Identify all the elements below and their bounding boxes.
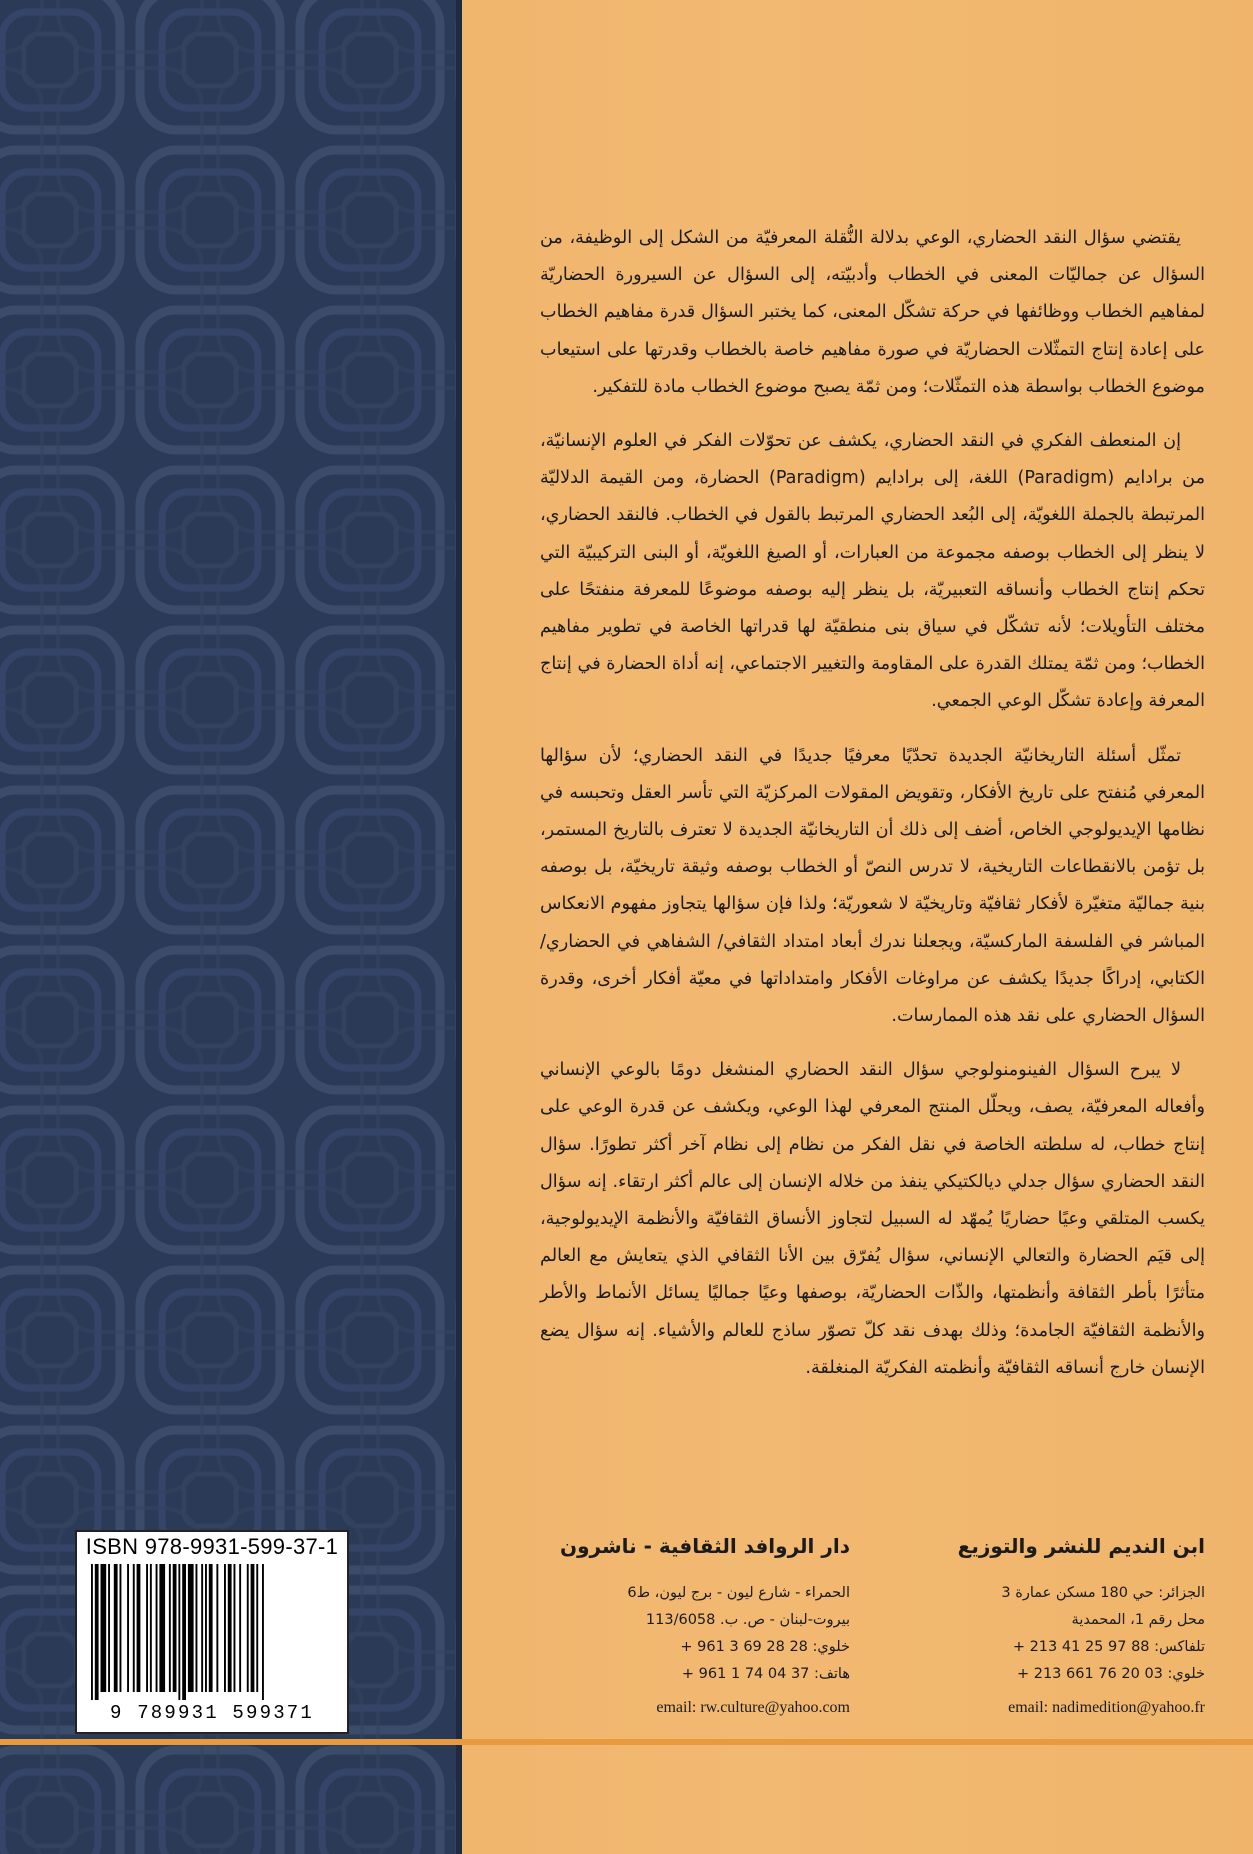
publisher-name: ابن النديم للنشر والتوزيع: [957, 1534, 1205, 1558]
publisher-address: الجزائر: حي 180 مسكن عمارة 3: [1001, 1585, 1205, 1601]
barcode-bar: [114, 1564, 118, 1692]
barcode-bar: [108, 1564, 110, 1692]
barcode-bar: [146, 1564, 148, 1692]
publisher-fax: تلفاكس: 88 97 25 41 213 +: [1012, 1639, 1205, 1655]
synopsis-paragraph: إن المنعطف الفكري في النقد الحضاري، يكشف عن تحوّلات الفكر في العلوم الإنسانيّة، من برادايم (Paradigm) اللغة، إلى برادايم (Paradigm) الحضارة، ومن القيمة الدلاليّة المرتبطة بالجملة اللغويّة، إلى البُعد الحضاري المرتبط بالقول في الخطاب. فالنقد الحضاري، لا ينظر إلى الخطاب بوصفه مجموعة من العبارات، أو الصيغ اللغويّة، أو البنى التركيبيّة التي تحكم إنتاج الخطاب وأنساقه التعبيريّة، بل ينظر إليه بوصفه موضوعًا للمعرفة منفتحًا على مختلف التأويلات؛ لأنه تشكّل في سياق بنى منطقيّة لها قدراتها الخاصة في تطوير مفاهيم الخطاب؛ ومن ثمّة يمتلك القدرة على المقاومة والتغيير الاجتماعي، إنه أداة الحضارة في إنتاج المعرفة وإعادة تشكّل الوعي الجمعي.: [540, 431, 1205, 712]
barcode-bar: [101, 1564, 107, 1692]
synopsis-text: [540, 220, 1205, 1404]
barcode-bar: [205, 1564, 207, 1692]
synopsis-paragraph: لا يبرح السؤال الفينومنولوجي سؤال النقد الحضاري المنشغل دومًا بالوعي الإنساني وأفعاله المعرفيّة، يصف، ويحلّل المنتج المعرفي لهذا الوعي، ويكشف عن قدرة الوعي على إنتاج خطاب، له سلطته الخاصة في نقل الفكر من نظام إلى نظام آخر أكثر تطورًا. سؤال النقد الحضاري سؤال جدلي ديالكتيكي ينفذ من خلاله الإنسان إلى عالم أكثر ارتقاء. إنه سؤال يكسب المتلقي وعيًا حضاريًا يُمهّد له السبيل لتجاوز الأنساق الثقافيّة والأنظمة الإيديولوجية، إلى قيَم الحضارة والتعالي الإنساني، سؤال يُفرّق بين الأنا الثقافي الذي يتعايش مع العالم متأثرًا بأطر الثقافة وأنظمتها، والذّات الحضاريّة، بوصفها وعيًا جماليًا يسائل الأنماط والأطر والأنظمة الثقافيّة الجامدة؛ وذلك بهدف نقد كلّ تصوّر ساذج للعالم والأشياء. إنه سؤال يضع الإنسان خارج أنساقه الثقافيّة وأنظمته الفكريّة المنغلقة.: [540, 1060, 1205, 1378]
barcode-bar: [216, 1564, 218, 1692]
publisher-address: الحمراء - شارع ليون - برج ليون، ط6: [627, 1585, 850, 1601]
barcode-bar: [150, 1564, 152, 1692]
barcode-bar: [256, 1564, 258, 1692]
barcode-bars: [91, 1564, 333, 1700]
publishers-section: [540, 1534, 1205, 1744]
publisher-mobile: خلوي: 03 20 76 661 213 +: [1016, 1666, 1205, 1682]
barcode-bar: [137, 1564, 141, 1692]
barcode-bar: [182, 1564, 186, 1700]
barcode-bar: [173, 1564, 177, 1692]
publisher-email[interactable]: email: rw.culture@yahoo.com: [656, 1699, 850, 1716]
barcode-bar: [95, 1564, 99, 1700]
barcode-bar: [127, 1564, 129, 1692]
orange-stripe: [0, 1739, 1253, 1745]
publisher-name: دار الروافد الثقافية - ناشرون: [560, 1534, 850, 1558]
barcode-bar: [169, 1564, 171, 1692]
barcode-bar: [120, 1564, 122, 1692]
barcode-bar: [224, 1564, 226, 1692]
barcode-bar: [159, 1564, 165, 1692]
band-edge: [456, 0, 462, 1854]
barcode-bar: [262, 1564, 264, 1700]
barcode-bar: [196, 1564, 198, 1692]
publisher-mobile: خلوي: 28 28 69 3 961 +: [680, 1639, 850, 1655]
barcode-bar: [209, 1564, 213, 1692]
barcode-bar: [247, 1564, 249, 1692]
publisher-nadim: [875, 1534, 1205, 1721]
barcode-bar: [239, 1564, 241, 1692]
barcode-bar: [201, 1564, 203, 1692]
publisher-email[interactable]: email: nadimedition@yahoo.fr: [1008, 1699, 1205, 1716]
isbn-label: ISBN 978-9931-599-37-1: [85, 1534, 339, 1559]
barcode-bar: [178, 1564, 180, 1700]
synopsis-paragraph: يقتضي سؤال النقد الحضاري، الوعي بدلالة النُّقلة المعرفيّة من الشكل إلى الوظيفة، من السؤال عن جماليّات المعنى في الخطاب وأدبيّته، إلى السؤال عن السيرورة الحضاريّة لمفاهيم الخطاب ووظائفها في حركة تشكّل المعنى، كما يختبر السؤال قدرة مفاهيم الخطاب على إعادة إنتاج التمثّلات الحضاريّة في صورة مفاهيم خاصة بالخطاب وقدرتها على استيعاب موضوع الخطاب بواسطة هذه التمثّلات؛ ومن ثمّة يصبح موضوع الخطاب مادة للتفكير.: [540, 228, 1205, 397]
publisher-address: محل رقم 1، المحمدية: [1071, 1612, 1205, 1628]
barcode-bar: [234, 1564, 236, 1692]
publisher-address: بيروت-لبنان - ص. ب. 113/6058: [645, 1612, 850, 1628]
barcode-bar: [91, 1564, 93, 1700]
isbn-barcode: [75, 1530, 349, 1734]
barcode-digits: 9 789931 599371: [109, 1702, 315, 1724]
synopsis-paragraph: تمثّل أسئلة التاريخانيّة الجديدة تحدّيًا معرفيًا جديدًا في النقد الحضاري؛ لأن سؤالها المعرفي مُنفتح على تاريخ الأفكار، وتقويض المقولات المركزيّة التي تأسر العقل وتحبسه في نظامها الإيديولوجي الخاص، أضف إلى ذلك أن التاريخانيّة الجديدة لا تعترف بالتاريخ المستمر، بل تؤمن بالانقطاعات التاريخية، لا تدرس النصّ أو الخطاب بوصفه وثيقة تاريخيّة، بل بوصفه بنية جماليّة متغيّرة لأفكار ثقافيّة وتاريخيّة لا شعوريّة؛ ولذا فإن سؤالها يتجاوز مفهوم الانعكاس المباشر في الفلسفة الماركسيّة، ويجعلنا ندرك أبعاد امتداد الثقافي/ الشفاهي في الحضاري/ الكتابي، إدراكًا جديدًا يكشف عن مراوغات الأفكار وامتداداتها في معيّة أفكار أخرى، وقدرة السؤال الحضاري على نقد هذه الممارسات.: [540, 745, 1205, 1027]
barcode-bar: [188, 1564, 194, 1692]
publisher-rawafed: [520, 1534, 850, 1721]
barcode-bar: [228, 1564, 232, 1692]
barcode-bar: [251, 1564, 255, 1692]
barcode-bar: [156, 1564, 158, 1692]
publisher-phone: هاتف: 37 04 74 1 961 +: [681, 1666, 850, 1682]
barcode-bar: [133, 1564, 135, 1692]
